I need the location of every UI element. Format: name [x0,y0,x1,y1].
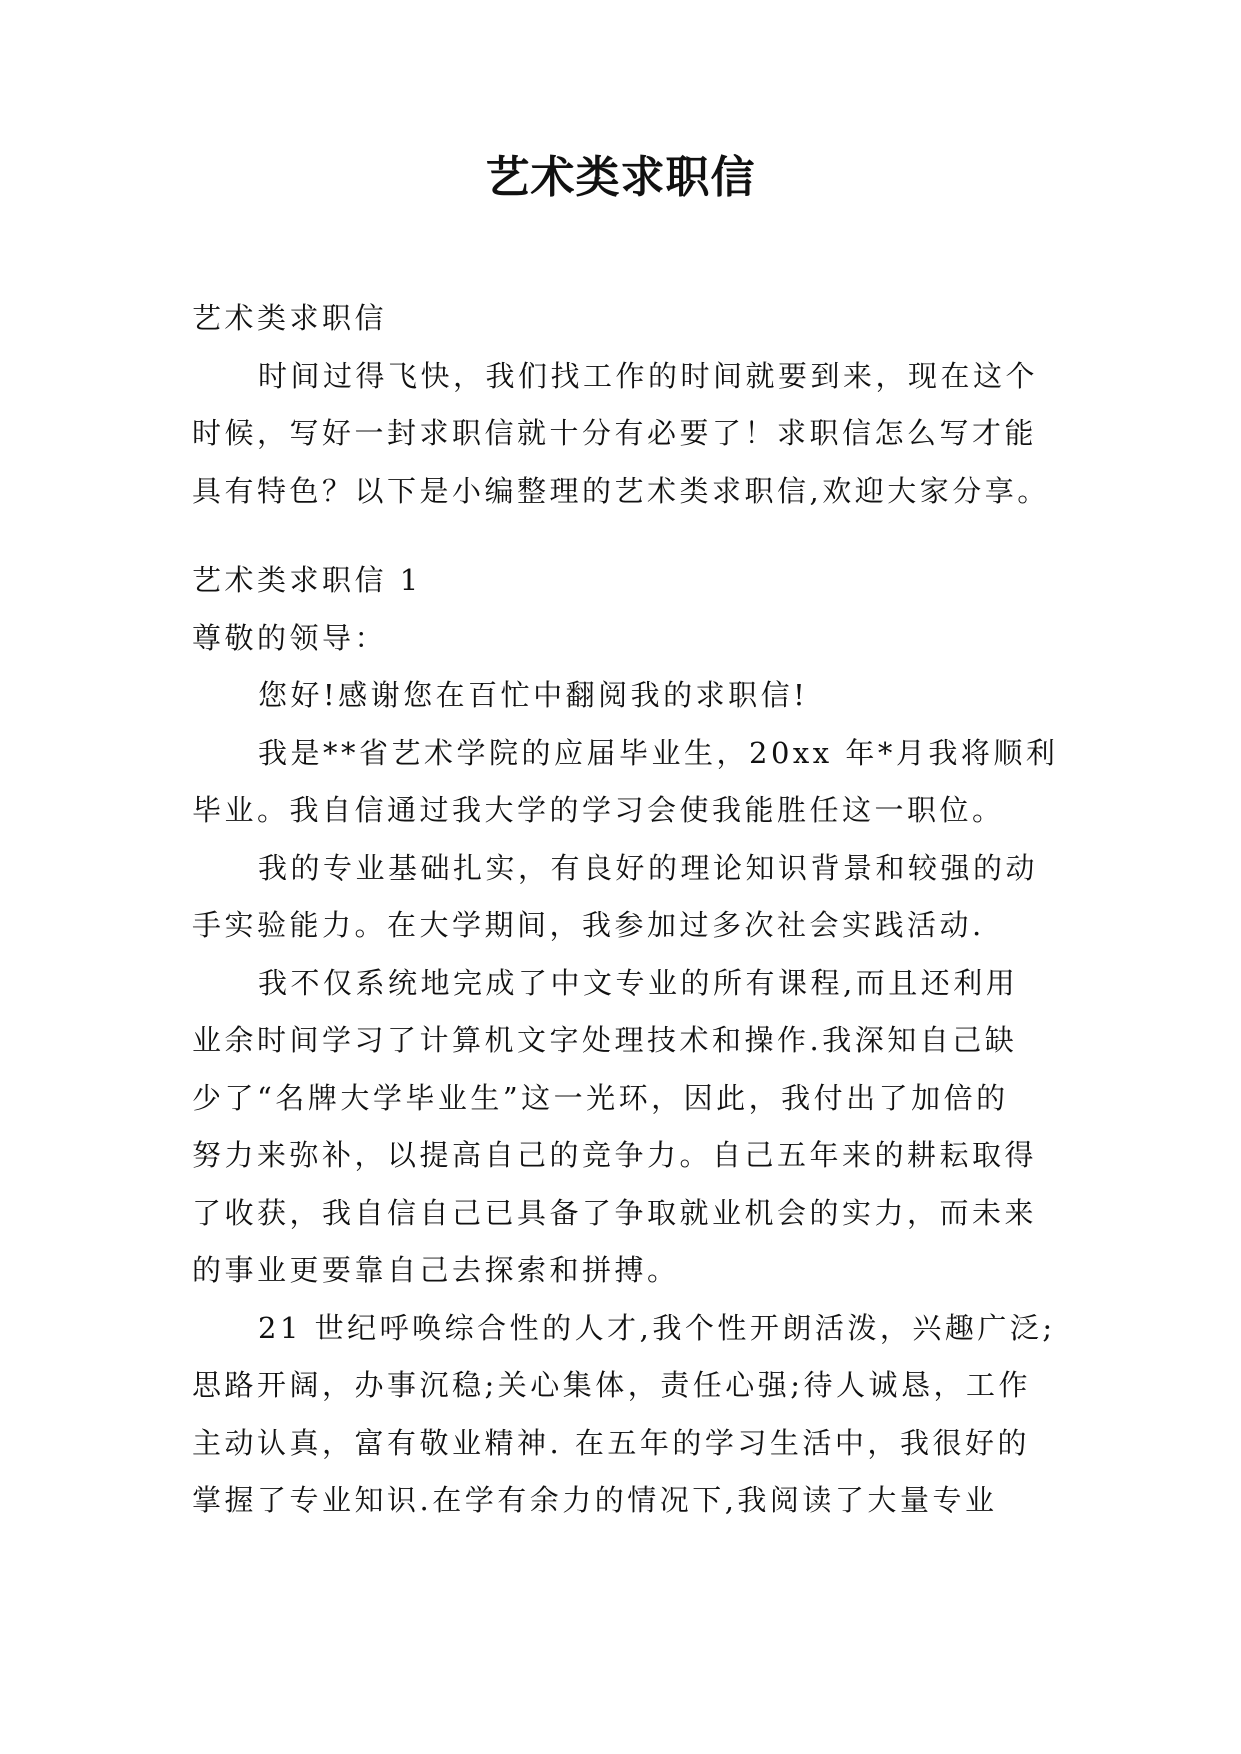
paragraph-gap [192,520,1062,552]
letter-line: 掌握了专业知识.在学有余力的情况下,我阅读了大量专业 [192,1483,998,1517]
letter-line: 少了“名牌大学毕业生”这一光环，因此，我付出了加倍的 [192,1080,1009,1115]
letter-line: 21 世纪呼唤综合性的人才,我个性开朗活泼，兴趣广泛; [258,1310,1056,1345]
letter-line: 毕业。我自信通过我大学的学习会使我能胜任这一职位。 [192,793,1005,827]
salutation: 尊敬的领导： [192,620,388,655]
letter-line: 业余时间学习了计算机文字处理技术和操作.我深知自己缺 [192,1023,1018,1057]
letter-line: 了收获，我自信自己已具备了争取就业机会的实力，而未来 [192,1195,1038,1230]
intro-line: 时间过得飞快，我们找工作的时间就要到来，现在这个 [258,358,1039,393]
document-body [192,290,1062,1530]
section-heading: 艺术类求职信 [192,301,388,335]
letter-line: 我不仅系统地完成了中文专业的所有课程,而且还利用 [258,965,1019,1000]
letter-line: 我的专业基础扎实，有良好的理论知识背景和较强的动 [258,850,1039,885]
letter-line: 的事业更要靠自己去探索和拼搏。 [192,1253,680,1287]
letter-line: 您好!感谢您在百忙中翻阅我的求职信! [258,678,809,712]
letter-line: 主动认真，富有敬业精神. 在五年的学习生活中，我很好的 [192,1425,1030,1460]
intro-line: 时候，写好一封求职信就十分有必要了！求职信怎么写才能 [192,416,1038,450]
letter-line: 思路开阔，办事沉稳;关心集体，责任心强;待人诚恳，工作 [192,1368,1032,1402]
document-title: 艺术类求职信 [485,152,756,203]
letter-line: 我是**省艺术学院的应届毕业生，20xx 年*月我将顺利 [258,735,1059,770]
letter-line: 手实验能力。在大学期间，我参加过多次社会实践活动. [192,908,985,942]
letter-line: 努力来弥补，以提高自己的竞争力。自己五年来的耕耘取得 [192,1138,1038,1172]
letter-heading: 艺术类求职信 1 [192,563,422,597]
intro-line: 具有特色？以下是小编整理的艺术类求职信,欢迎大家分享。 [192,473,1050,508]
